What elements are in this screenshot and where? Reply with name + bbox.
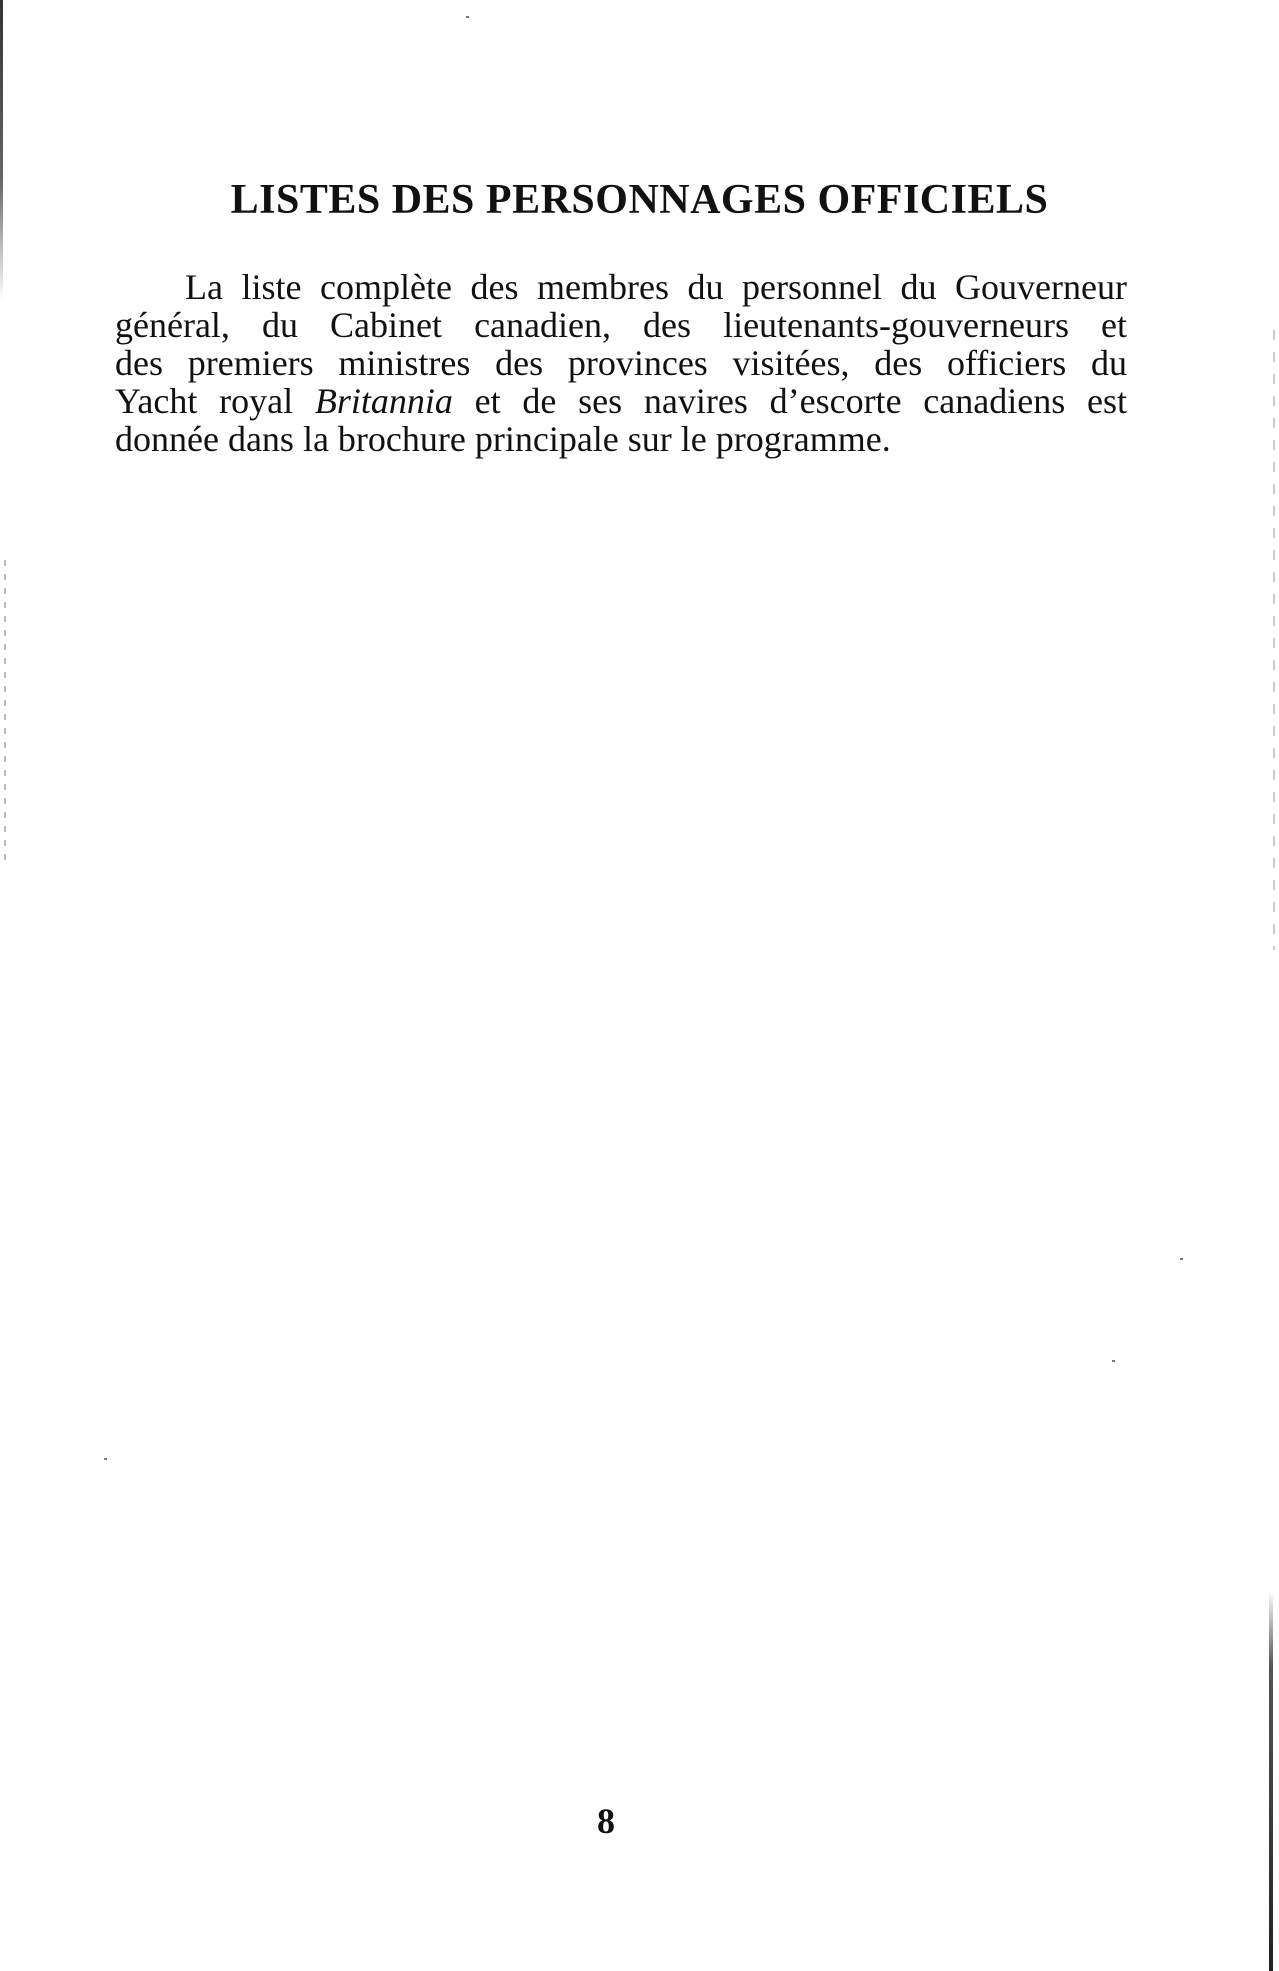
scan-speck <box>1112 1360 1115 1362</box>
scan-edge-right <box>1269 1590 1273 1971</box>
page-title: LISTES DES PERSONNAGES OFFICIELS <box>230 177 1049 223</box>
scan-speck <box>104 1458 107 1460</box>
ship-name: Britannia <box>314 381 453 421</box>
body-paragraph <box>115 268 1127 458</box>
scan-speck <box>1180 1258 1183 1260</box>
scan-edge-left-faint <box>4 560 6 860</box>
paragraph-text: et de ses navires d’escorte canadiens est <box>452 381 1127 421</box>
paragraph-line: général, du Cabinet canadien, des lieutenants-gouverneurs et <box>115 305 1127 345</box>
scan-speck <box>466 16 469 18</box>
scan-edge-left <box>0 0 3 300</box>
paragraph-line: La liste complète des membres du personnel du Gouverneur <box>185 267 1127 307</box>
paragraph-line: des premiers ministres des provinces visitées, des officiers du <box>115 343 1127 383</box>
paragraph-text: Yacht royal <box>115 381 315 421</box>
paragraph-line: donnée dans la brochure principale sur le programme. <box>115 419 891 459</box>
page-number: 8 <box>597 1801 615 1841</box>
paragraph-line <box>115 382 1127 420</box>
scan-edge-right-faint <box>1273 330 1275 950</box>
